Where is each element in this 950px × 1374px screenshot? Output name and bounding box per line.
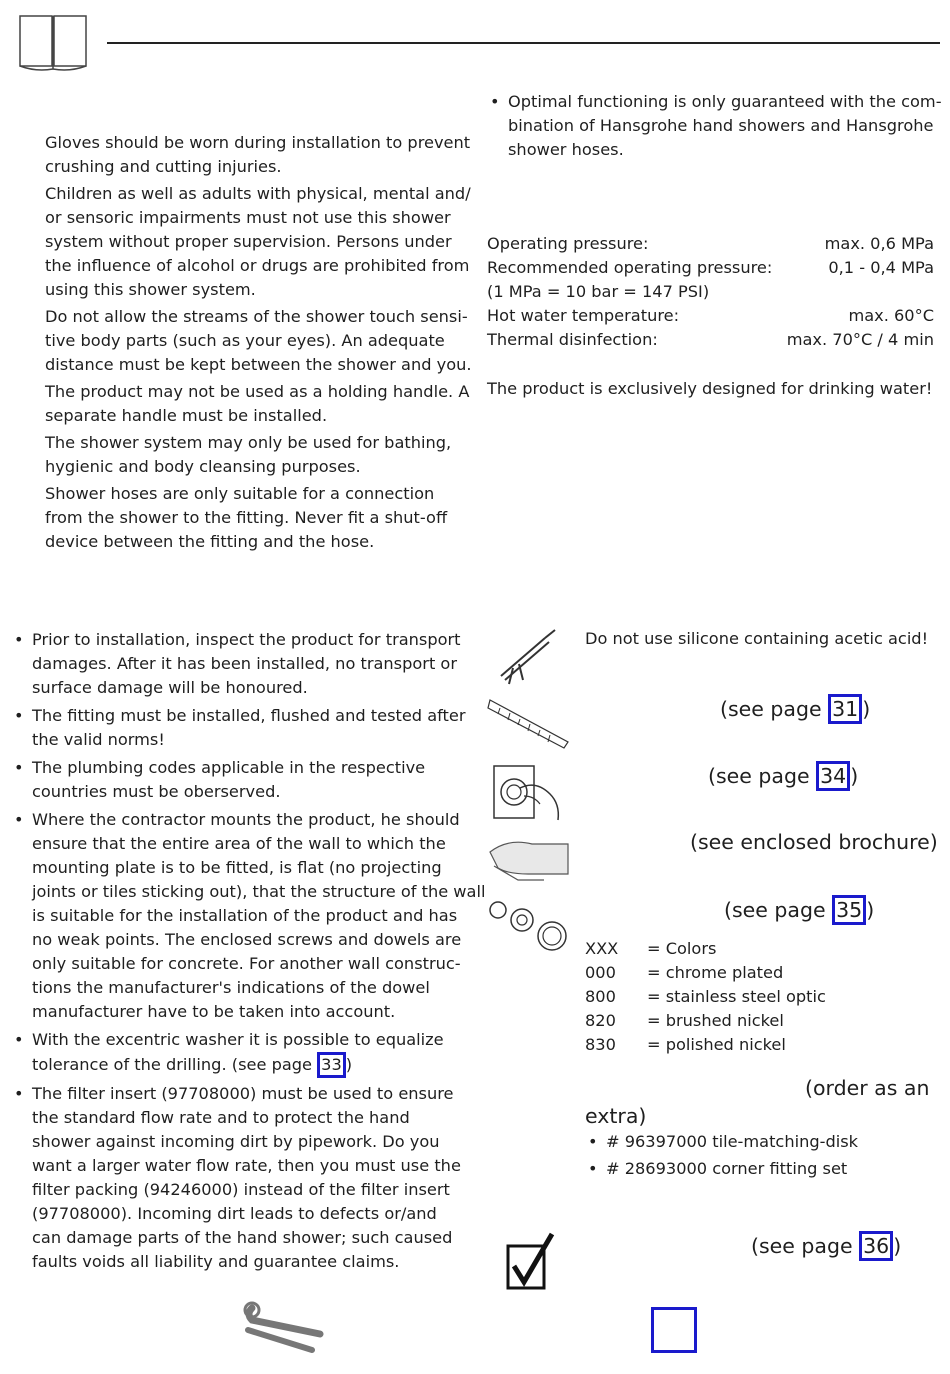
safety-notes	[45, 131, 470, 557]
spec-row: Operating pressure: max. 0,6 MPa	[487, 234, 934, 253]
functioning-note	[490, 90, 940, 166]
page-link-36[interactable]: 36	[859, 1231, 893, 1261]
paragraph-children: Children as well as adults with physical, mental and/ or sensoric impairments must not use this shower system without proper supervision. Persons under the influence of alcohol or drugs are prohibited from using this shower system.	[45, 184, 471, 299]
table-row: 800 = stainless steel optic	[585, 987, 826, 1006]
table-row: 820 = brushed nickel	[585, 1011, 784, 1030]
page-link-34[interactable]: 34	[816, 761, 850, 791]
see-page-36: (see page 36 )	[751, 1231, 901, 1261]
page-link-35[interactable]: 35	[832, 895, 866, 925]
list-item: • The filter insert (97708000) must be used to ensure the standard flow rate and to protect the hand shower against incoming dirt by pipework. Do you want a larger water flow rate, then you must use the filter packing (94246000) instead of the filter insert (97708000). Incoming dirt leads to defects or/and can damage parts of the hand shower; such caused faults voids all liability and guarantee claims.	[14, 1082, 464, 1274]
page-link-33[interactable]: 33	[317, 1052, 346, 1078]
cleaning-hand-icon	[488, 830, 570, 884]
drinking-water-note: The product is exclusively designed for drinking water!	[487, 379, 933, 398]
spec-row: Hot water temperature: max. 60°C	[487, 306, 934, 325]
order-items	[588, 1130, 928, 1185]
list-item: • # 96397000 tile-matching-disk	[588, 1130, 928, 1154]
see-page-34: (see page 34 )	[708, 761, 858, 791]
see-page-35: (see page 35 )	[724, 895, 874, 925]
list-item: • The plumbing codes applicable in the respective countries must be oberserved.	[14, 756, 464, 804]
spec-row: (1 MPa = 10 bar = 147 PSI)	[487, 282, 710, 301]
table-row: XXX = Colors	[585, 939, 717, 958]
brochure-note: (see enclosed brochure)	[690, 830, 938, 854]
page-link-31[interactable]: 31	[828, 694, 862, 724]
paragraph-hoses: Shower hoses are only suitable for a connection from the shower to the fitting. Never fit a shut-off device between the fitting and the hose.	[45, 484, 448, 551]
ruler-icon	[488, 698, 570, 750]
specs-table	[487, 232, 934, 352]
list-item: • Where the contractor mounts the product, he should ensure that the entire area of the wall to which the mounting plate is to be fitted, is flat (no projecting joints or tiles sticking out), that the structure of the wall is suitable for the installation of the product and has no weak points. The enclosed screws and dowels are only suitable for concrete. For another wall construc- tions the manufacturer's indications of the dowel manufacturer have to be taken into account.	[14, 808, 464, 1024]
list-item: • Prior to installation, inspect the product for transport damages. After it has been installed, no transport or surface damage will be honoured.	[14, 628, 464, 700]
tools-icon	[242, 1300, 328, 1358]
checkmark-icon	[506, 1232, 556, 1292]
list-item: • The fitting must be installed, flushed and tested after the valid norms!	[14, 704, 464, 752]
list-item: • With the excentric washer it is possible to equalize tolerance of the drilling. (see page 33 )	[14, 1028, 464, 1078]
order-extra-line1: (order as an	[805, 1076, 930, 1100]
table-row: 000 = chrome plated	[585, 963, 784, 982]
color-codes	[585, 937, 826, 1057]
paragraph-usage: The shower system may only be used for bathing, hygienic and body cleansing purposes.	[45, 433, 452, 476]
empty-page-box[interactable]	[651, 1307, 697, 1353]
paragraph-streams: Do not allow the streams of the shower touch sensi- tive body parts (such as your eyes). An adequate distance must be kept between the shower and you.	[45, 307, 472, 374]
spec-row: Thermal disinfection: max. 70°C / 4 min	[487, 330, 934, 349]
installation-notes	[14, 628, 486, 1278]
table-row: 830 = polished nickel	[585, 1035, 786, 1054]
list-item: • # 28693000 corner fitting set	[588, 1157, 928, 1181]
paragraph-holding-handle: The product may not be used as a holding handle. A separate handle must be installed.	[45, 382, 470, 425]
book-icon	[18, 14, 88, 72]
order-extra-line2: extra)	[585, 1104, 647, 1128]
header-rule	[107, 42, 940, 44]
paragraph-gloves: Gloves should be worn during installation to prevent crushing and cutting injuries.	[45, 133, 471, 176]
silicone-note: Do not use silicone containing acetic acid!	[585, 629, 929, 648]
filter-parts-icon	[488, 898, 572, 952]
silicone-gun-icon	[495, 628, 557, 686]
list-item: • Optimal functioning is only guaranteed with the com- bination of Hansgrohe hand showers and Hansgrohe shower hoses.	[490, 90, 940, 162]
spec-row: Recommended operating pressure: 0,1 - 0,4 MPa	[487, 258, 934, 277]
see-page-31: (see page 31 )	[720, 694, 870, 724]
hand-knob-icon	[490, 760, 564, 822]
